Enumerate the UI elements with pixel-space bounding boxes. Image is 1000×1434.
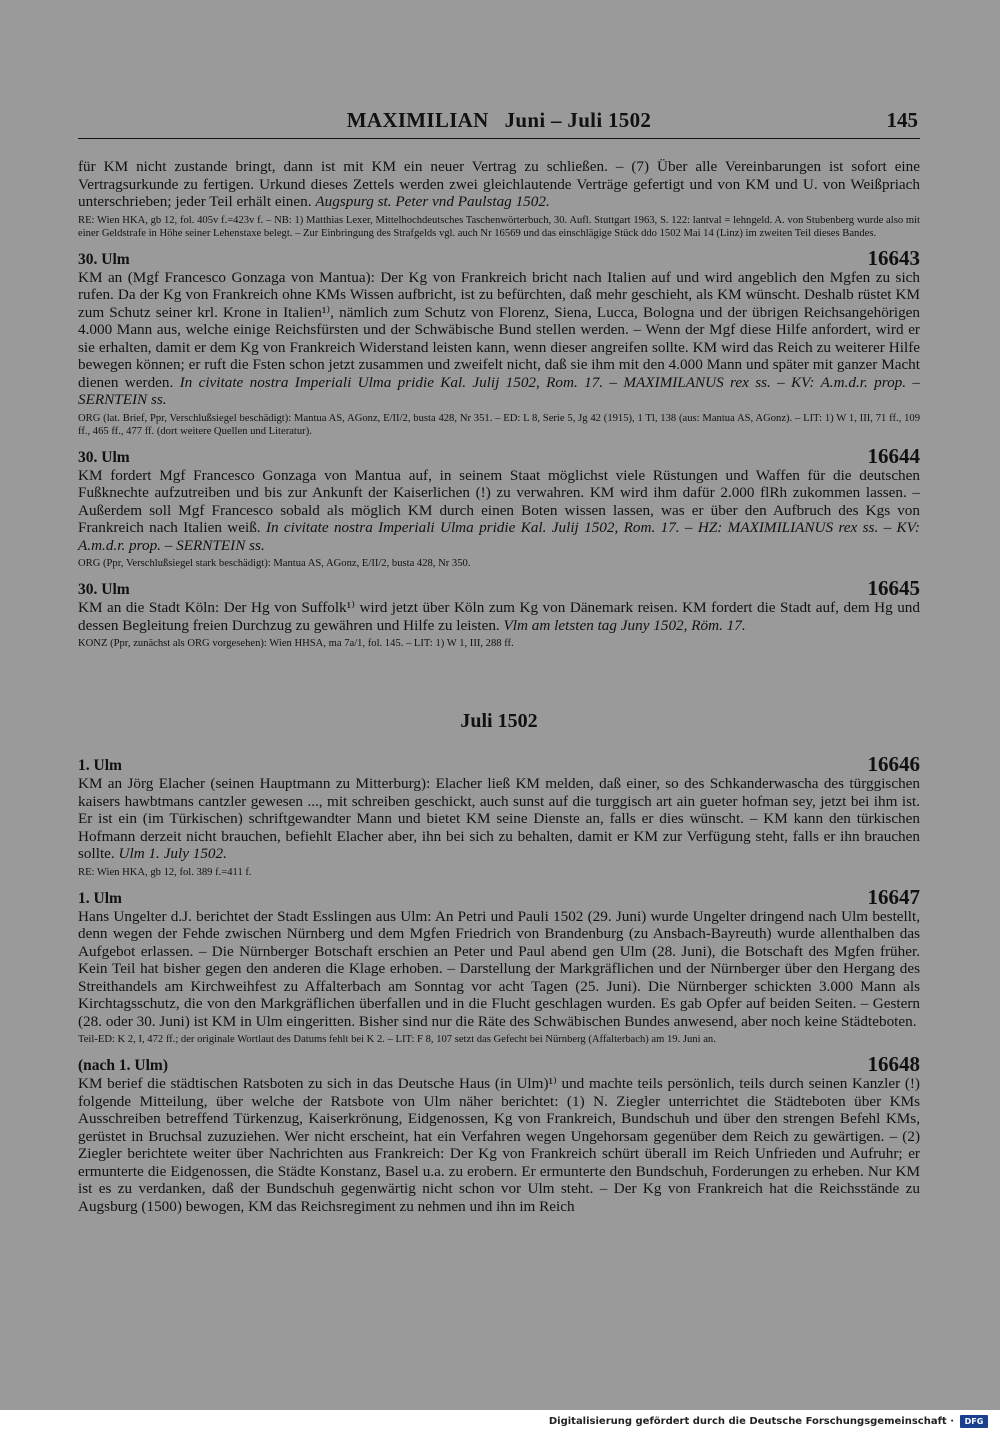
funding-notice: Digitalisierung gefördert durch die Deutsche Forschungsgemeinschaft · [548, 1416, 954, 1427]
intro-dating: Augspurg st. Peter vnd Paulstag 1502. [315, 193, 550, 210]
entry-text [78, 269, 920, 409]
entry-header [78, 576, 920, 600]
entry-body: KM fordert Mgf Francesco Gonzaga von Mantua auf, in seinem Staat möglichst viele Rüstungen und Waffen für die deutschen Fußknechte aufzutreiben und bis zur Ankunft der Kaiserlichen (!) zu verwahren. KM wird ihm dafür 2.000 flRh zukommen lassen. – Außerdem soll Mgf Francesco sobald als möglich KM durch einen Boten wissen lassen, was er über den Aufbruch des Kgs von Frankreich nach Italien weiß. [78, 466, 920, 536]
intro-block [78, 158, 920, 240]
entry-16644 [78, 443, 920, 571]
intro-text [78, 158, 920, 211]
entry-date: 30. Ulm [78, 250, 130, 268]
entry-header [78, 884, 920, 909]
entry-number: 16648 [867, 1052, 920, 1076]
entry-16647 [78, 884, 920, 1047]
running-title [78, 108, 920, 133]
entry-date: 30. Ulm [78, 448, 130, 466]
entry-note: ORG (Ppr, Verschlußsiegel stark beschädigt): Mantua AS, AGonz, E/II/2, busta 428, Nr 350. [78, 558, 471, 569]
entry-text [78, 775, 920, 863]
entry-dating: Vlm am letsten tag Juny 1502, Röm. 17. [503, 616, 746, 634]
entry-text: Hans Ungelter d.J. berichtet der Stadt Esslingen aus Ulm: An Petri und Pauli 1502 (29. Juni) wurde Ungelter dringend nach Ulm bestellt, denn wegen der Fehde zwischen Nürnberg und dem Mgfen Friedrich von Brandenburg (zu Ansbach-Bayreuth) wurde allenthalben das Aufgebot erlassen. – Die Nürnberger Botschaft erschien an Peter und Paul abend gen Ulm (28. Juni), die Botschaft des Mgfen früher. Kein Teil hat bisher gegen den anderen die Klage erhoben. – Darstellung der Markgräflichen und der Nürnberger über den Hergang des Streithandels am Kirchweihfest zu Affalterbach am Sonntag vor acht Tagen (25. Juni). Die Nürnberger schickten 3.000 Mann als Kirchtagsschutz, die von den Markgräflichen überfallen und in die Flucht geschlagen wurden. Es gab Opfer auf beiden Seiten. – Gestern (28. oder 30. Juni) ist KM in Ulm eingeritten. Bisher sind nur die Räte des Schwäbischen Bundes anwesend, aber noch keine Städteboten. [78, 907, 920, 1030]
intro-body: für KM nicht zustande bringt, dann ist mit KM ein neuer Vertrag zu schließen. – (7) Über alle Vereinbarungen ist sofort eine Vertragsurkunde zu fertigen. Urkund dieses Zettels werden zwei gleichlautende Verträge gefertigt und von KM und U. von Weißpriach unterschrieben; jeder Teil erhält einen. [78, 158, 920, 210]
entry-16646 [78, 752, 920, 879]
entry-note: KONZ (Ppr, zunächst als ORG vorgesehen): Wien HHSA, ma 7a/1, fol. 145. – LIT: 1) W 1, III, 288 ff. [78, 638, 514, 649]
page-number: 145 [886, 108, 918, 132]
entry-number: 16645 [867, 576, 920, 600]
entry-note: ORG (lat. Brief, Ppr, Verschlußsiegel beschädigt): Mantua AS, AGonz, E/II/2, busta 428, Nr 351. – ED: L 8, Serie 5, Jg 42 (1915), 1 Tl, 138 (aus: Mantua AS, AGonz). – LIT: 1) W 1, III, 71 ff., 109 ff., 465 ff., 477 ff. (dort weitere Quellen und Literatur). [78, 412, 920, 437]
running-title-name: MAXIMILIAN [346, 108, 489, 132]
entry-header [78, 443, 920, 468]
entry-number: 16647 [867, 884, 920, 909]
entry-number: 16646 [867, 752, 920, 776]
entry-dating: Ulm 1. July 1502. [118, 845, 227, 862]
entry-header [78, 245, 920, 270]
section-heading: Juli 1502 [460, 710, 538, 732]
entry-dating: In civitate nostra Imperiali Ulma pridie Kal. Julij 1502, Rom. 17. – HZ: MAXIMILIANUS rex ss. – KV: A.m.d.r. prop. – SERNTEIN ss. [78, 519, 920, 554]
intro-note: RE: Wien HKA, gb 12, fol. 405v f.=423v f. – NB: 1) Matthias Lexer, Mittelhochdeutsches Taschenwörterbuch, 30. Aufl. Stuttgart 1963, S. 122: lantval = lehngeld. A. von Stubenberg wurde also mit einer Geldstrafe in Höhe seiner Lehenstaxe belegt. – Zur Einbringung des Strafgelds vgl. auch Nr 16569 und das einschlägige Stück ddo 1502 Mai 14 (Linz) im zweiten Teil dieses Bandes. [78, 214, 920, 239]
dfg-logo-icon: DFG [960, 1415, 988, 1428]
entry-16645 [78, 576, 920, 650]
entry-16648 [78, 1052, 920, 1215]
entry-date: 1. Ulm [78, 757, 122, 774]
page-content [78, 158, 920, 1215]
entry-dating: In civitate nostra Imperiali Ulma pridie Kal. Julij 1502, Rom. 17. – MAXIMILANUS rex ss. – KV: A.m.d.r. prop. – SERNTEIN ss. [78, 373, 920, 408]
entry-number: 16644 [867, 443, 920, 468]
entry-body: KM an die Stadt Köln: Der Hg von Suffolk¹⁾ wird jetzt über Köln zum Kg von Dänemark reisen. KM fordert die Stadt auf, dem Hg und dessen Begleitung freien Durchzug zu gewähren und Hilfe zu leisten. [78, 599, 920, 634]
entry-note: RE: Wien HKA, gb 12, fol. 389 f.=411 f. [78, 866, 252, 878]
entry-text: KM berief die städtischen Ratsboten zu sich in das Deutsche Haus (in Ulm)¹⁾ und machte teils persönlich, teils durch seinen Kanzler (!) folgende Mitteilung, über welche der Ratsbote von Ulm näher berichtet: (1) N. Ziegler unterrichtet die Städteboten über KMs Ausschreiben betreffend Türkenzug, Kaiserkrönung, Eidgenossen, Kg von Frankreich, Bundschuh und über den strengen Befehl KMs, gerüstet in Bruchsal zuzuziehen. Wer nicht erscheint, hat ein Verfahren wegen Ungehorsam gegenüber dem Reich zu gewärtigen. – (2) Ziegler berichtete weiter über Nachrichten aus Frankreich: Der Kg von Frankreich schürt überall im Reich Unfrieden und Aufruhr; er ermunterte die Eidgenossen, die Städte Konstanz, Basel u.a. zu erobern. Er ermunterte den Bundschuh, Forderungen zu erheben. Nur KM ist es zu verdanken, daß der Bundschuh gegenwärtig nicht schon vor Ulm steht. – Der Kg von Frankreich hat die Reichsstände zu Augsburg (1500) bewogen, KM das Reichsregiment zu nehmen und ihn im Reich [78, 1075, 920, 1215]
entry-note: Teil-ED: K 2, I, 472 ff.; der originale Wortlaut des Datums fehlt bei K 2. – LIT: F 8, 107 setzt das Gefecht bei Nürnberg (Affalterbach) am 19. Juni an. [78, 1034, 716, 1045]
entry-text [78, 467, 920, 555]
entry-header [78, 1052, 920, 1076]
entry-date: (nach 1. Ulm) [78, 1057, 168, 1074]
entry-header [78, 752, 920, 776]
entry-date: 30. Ulm [78, 581, 130, 598]
footer-bar [0, 1410, 1000, 1434]
entry-16643 [78, 245, 920, 438]
running-title-period: Juni – Juli 1502 [504, 108, 652, 132]
entry-body: KM an Jörg Elacher (seinen Hauptmann zu Mitterburg): Elacher ließ KM melden, daß einer, so des Schkanderwascha des türggischen kaisers hawbtmans cantzler gewesen ..., mit schreiben geschickt, auch sunst auf die turggisch art ain gueter hofman sey, jetzt bei ihm ist. Er ist ein (im Türkischen) schriftgewandter Mann und bietet KM seine Dienste an, falls er dies wünscht. – KM kann den türkischen Hofmann derzeit nicht brauchen, befiehlt Elacher aber, ihn bei sich zu behalten, damit er KM zur Verfügung steht, falls er ihn brauchen sollte. [78, 775, 920, 862]
page-header [78, 104, 920, 139]
entry-number: 16643 [867, 245, 920, 270]
entry-date: 1. Ulm [78, 889, 122, 907]
entry-text [78, 599, 920, 634]
entry-body: KM an (Mgf Francesco Gonzaga von Mantua): Der Kg von Frankreich bricht nach Italien auf und wird angeblich den Mgfen zu sich rufen. Da der Kg von Frankreich ohne KMs Wissen aufbricht, ist zu befürchten, daß mehr geschieht, als KM wünscht. Deshalb rüstet KM zum Schutz seiner krl. Krone in Italien¹⁾, nämlich zum Schutz von Florenz, Siena, Lucca, Bologna und der übrigen Reichsangehörigen 4.000 Mann aus, welche einige Reichsfürsten und der Schwäbische Bund stellen werden. – Wenn der Mgf diese Hilfe anfordert, wird er sie erhalten, damit er dem Kg von Frankreich Widerstand leisten kann, wenn dieser angreifen sollte. KM wird das Reich zu weiterer Hilfe bewegen können; er ruft die Fsten schon jetzt zusammen und zweifelt nicht, daß sie ihm mit den 4.000 Mann und später mit ganzer Macht dienen werden. [78, 268, 920, 391]
